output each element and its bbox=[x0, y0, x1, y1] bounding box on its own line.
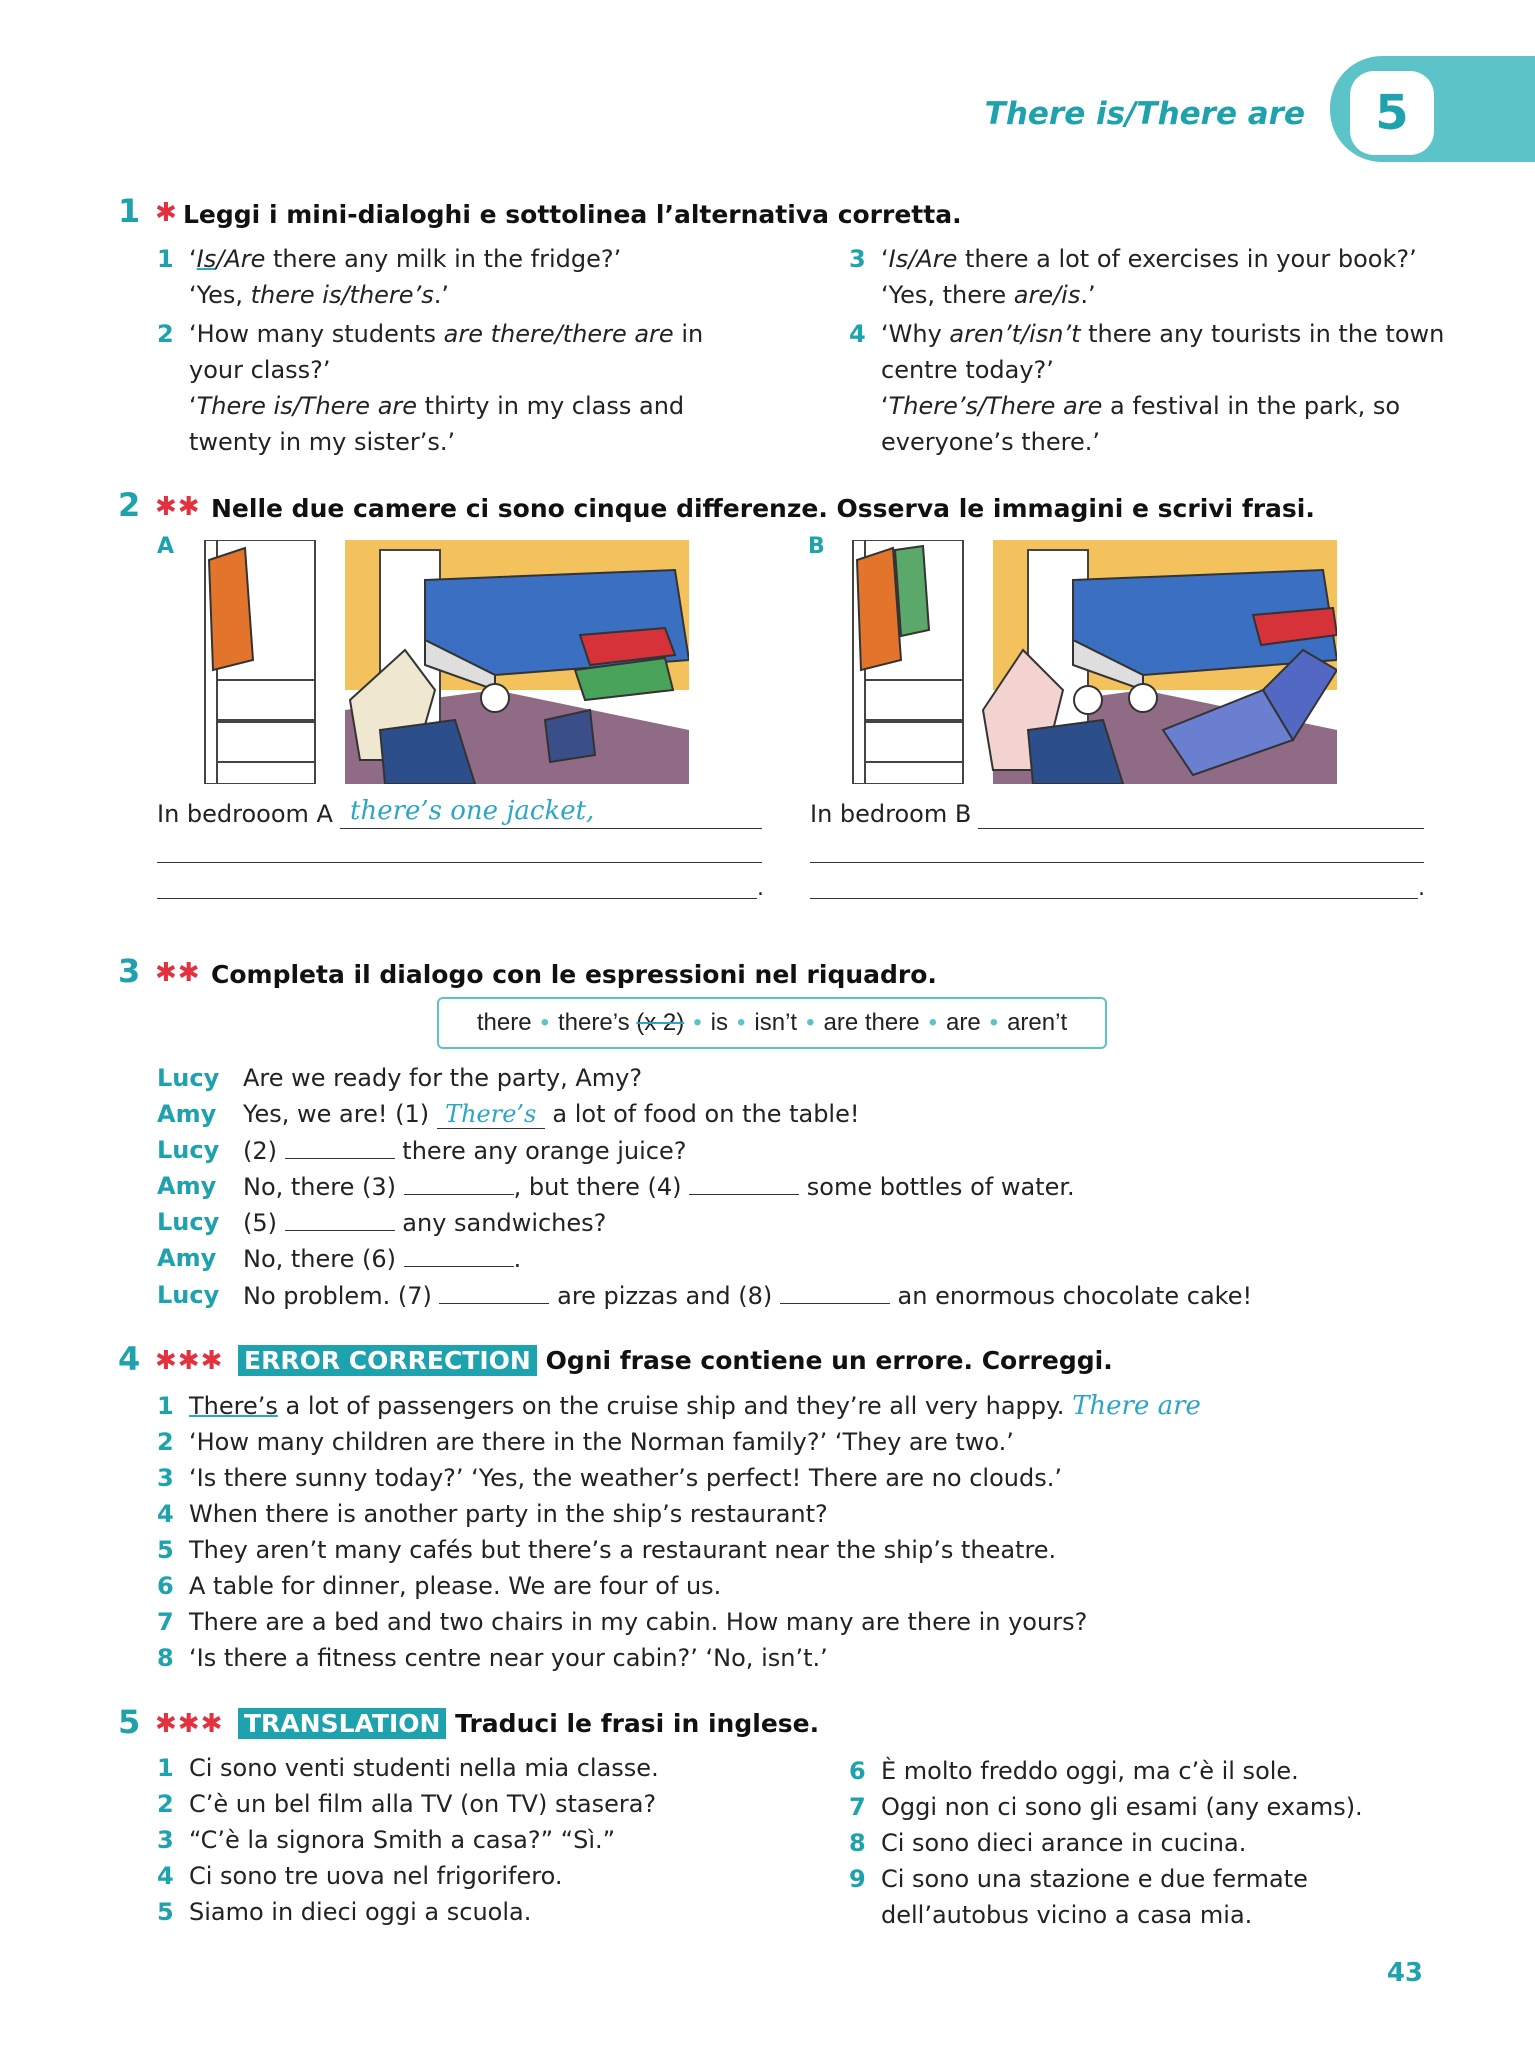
exercise-instruction bbox=[238, 1709, 819, 1738]
item-line: ‘There is/There are thirty in my class and bbox=[189, 392, 685, 420]
exercise-instruction bbox=[238, 1346, 1113, 1375]
dialog-line bbox=[243, 1244, 521, 1273]
word: there bbox=[476, 1009, 532, 1036]
exercise-number: 2 bbox=[118, 486, 141, 524]
word: isn’t bbox=[754, 1009, 798, 1036]
item-text: Ci sono dieci arance in cucina. bbox=[881, 1829, 1247, 1857]
period-mark: . bbox=[757, 876, 764, 901]
dialog-text: (2) bbox=[243, 1137, 277, 1165]
item-text: a lot of passengers on the cruise ship and they’re all very happy. bbox=[277, 1392, 1065, 1420]
dialog-text: (5) bbox=[243, 1209, 277, 1237]
ex1-item-2 bbox=[157, 316, 704, 460]
item-number: 6 bbox=[849, 1757, 866, 1785]
exercise-instruction: Completa il dialogo con le espressioni nel riquadro. bbox=[211, 960, 937, 989]
item-number: 2 bbox=[157, 320, 174, 348]
instruction-text: Ogni frase contiene un errore. Correggi. bbox=[545, 1346, 1113, 1375]
difficulty-stars: ✱✱✱ bbox=[155, 1346, 224, 1376]
ex4-item-6 bbox=[157, 1568, 722, 1604]
item-number: 4 bbox=[157, 1500, 174, 1528]
exercise-number: 4 bbox=[118, 1340, 141, 1378]
item-number: 4 bbox=[849, 320, 866, 348]
dialog-text: some bottles of water. bbox=[806, 1173, 1075, 1201]
answer-blank[interactable] bbox=[404, 1172, 514, 1195]
ex5-item-8 bbox=[849, 1825, 1247, 1861]
item-line: ‘Is/Are there a lot of exercises in your book?’ bbox=[881, 245, 1417, 273]
difficulty-stars: ✱ bbox=[155, 198, 178, 228]
item-line: ‘There’s/There are a festival in the park, so bbox=[881, 392, 1401, 420]
dialog-text: , but there (4) bbox=[513, 1173, 682, 1201]
item-number: 7 bbox=[849, 1793, 866, 1821]
dialog-text: Yes, we are! (1) bbox=[243, 1100, 430, 1128]
instruction-text: Traduci le frasi in inglese. bbox=[455, 1709, 820, 1738]
item-text: ‘Is there sunny today?’ ‘Yes, the weather’s perfect! There are no clouds.’ bbox=[189, 1464, 1062, 1492]
ex4-item-5 bbox=[157, 1532, 1057, 1568]
item-number: 5 bbox=[157, 1536, 174, 1564]
word: are there bbox=[823, 1009, 920, 1036]
item-number: 7 bbox=[157, 1608, 174, 1636]
item-number: 6 bbox=[157, 1572, 174, 1600]
answer-blank[interactable] bbox=[285, 1136, 395, 1159]
period-mark: . bbox=[1418, 876, 1425, 901]
exercise-number: 3 bbox=[118, 952, 141, 990]
item-number: 2 bbox=[157, 1790, 174, 1818]
prompt-bedroom-a: In bedrooom A bbox=[157, 800, 333, 828]
ex5-item-7 bbox=[849, 1789, 1363, 1825]
item-number: 8 bbox=[849, 1829, 866, 1857]
ex1-item-1 bbox=[157, 241, 622, 313]
dialog-text: No problem. (7) bbox=[243, 1282, 432, 1310]
bullet-icon: • bbox=[928, 1009, 937, 1036]
bedroom-a-illustration bbox=[195, 540, 689, 784]
ex5-item-9 bbox=[849, 1861, 1308, 1933]
item-text: ‘How many children are there in the Norman family?’ ‘They are two.’ bbox=[189, 1428, 1014, 1456]
item-text: È molto freddo oggi, ma c’è il sole. bbox=[881, 1757, 1299, 1785]
item-line: ‘How many students are there/there are in bbox=[189, 320, 704, 348]
ex4-item-8 bbox=[157, 1640, 828, 1676]
difficulty-stars: ✱✱ bbox=[155, 492, 201, 522]
ex5-item-6 bbox=[849, 1753, 1299, 1789]
ex1-item-4 bbox=[849, 316, 1445, 460]
word: aren’t bbox=[1007, 1009, 1068, 1036]
item-line: ‘Yes, there are/is.’ bbox=[881, 281, 1096, 309]
item-text: Ci sono una stazione e due fermate bbox=[881, 1865, 1308, 1893]
item-text: There are a bed and two chairs in my cabin. How many are there in yours? bbox=[189, 1608, 1088, 1636]
bullet-icon: • bbox=[806, 1009, 815, 1036]
item-text: Siamo in dieci oggi a scuola. bbox=[189, 1898, 532, 1926]
item-number: 3 bbox=[157, 1464, 174, 1492]
ex4-item-2 bbox=[157, 1424, 1014, 1460]
picture-label-b: B bbox=[808, 534, 825, 559]
ex4-item-7 bbox=[157, 1604, 1088, 1640]
item-text: They aren’t many cafés but there’s a restaurant near the ship’s theatre. bbox=[189, 1536, 1057, 1564]
item-number: 1 bbox=[157, 1392, 174, 1420]
ex5-item-2 bbox=[157, 1786, 657, 1822]
item-number: 3 bbox=[849, 245, 866, 273]
ex5-item-3 bbox=[157, 1822, 616, 1858]
ex1-item-3 bbox=[849, 241, 1417, 313]
item-text: Oggi non ci sono gli esami (any exams). bbox=[881, 1793, 1363, 1821]
item-text: “C’è la signora Smith a casa?” “Sì.” bbox=[189, 1826, 616, 1854]
bullet-icon: • bbox=[989, 1009, 999, 1036]
ex5-item-4 bbox=[157, 1858, 563, 1894]
word: are bbox=[945, 1009, 981, 1036]
word: there’s bbox=[557, 1009, 630, 1036]
page-number: 43 bbox=[1386, 1958, 1423, 1988]
item-line: ‘Why aren’t/isn’t there any tourists in the town bbox=[881, 320, 1445, 348]
item-line: centre today?’ bbox=[881, 356, 1054, 384]
dialog-line bbox=[243, 1281, 1252, 1310]
exercise-instruction: Nelle due camere ci sono cinque differenze. Osserva le immagini e scrivi frasi. bbox=[211, 494, 1315, 523]
answer-line[interactable] bbox=[978, 828, 1424, 829]
dialog-line bbox=[243, 1136, 687, 1165]
item-number: 8 bbox=[157, 1644, 174, 1672]
item-text: Ci sono tre uova nel frigorifero. bbox=[189, 1862, 563, 1890]
item-line: twenty in my sister’s.’ bbox=[189, 428, 456, 456]
prompt-bedroom-b: In bedroom B bbox=[810, 800, 972, 828]
dialog-line bbox=[243, 1100, 860, 1129]
answer-blank[interactable] bbox=[689, 1172, 799, 1195]
exercise-instruction: Leggi i mini-dialoghi e sottolinea l’alternativa corretta. bbox=[183, 200, 962, 229]
item-number: 4 bbox=[157, 1862, 174, 1890]
bullet-icon: • bbox=[540, 1009, 549, 1036]
item-line: everyone’s there.’ bbox=[881, 428, 1100, 456]
item-line: ‘Is/Are there any milk in the fridge?’ bbox=[189, 245, 622, 273]
item-number: 1 bbox=[157, 1754, 174, 1782]
handwritten-answer: There are bbox=[1072, 1391, 1201, 1421]
item-text: A table for dinner, please. We are four of us. bbox=[189, 1572, 722, 1600]
speaker: Lucy bbox=[157, 1208, 220, 1236]
item-text: Ci sono venti studenti nella mia classe. bbox=[189, 1754, 659, 1782]
dialog-text: are pizzas and (8) bbox=[557, 1282, 773, 1310]
dialog-text: any sandwiches? bbox=[402, 1209, 607, 1237]
word-box bbox=[437, 997, 1107, 1049]
dialog-text: No, there (3) bbox=[243, 1173, 397, 1201]
handwritten-answer[interactable]: There’s bbox=[437, 1100, 545, 1129]
item-number: 3 bbox=[157, 1826, 174, 1854]
dialog-text: a lot of food on the table! bbox=[552, 1100, 860, 1128]
page-header-title: There is/There are bbox=[984, 96, 1305, 132]
unit-number: 5 bbox=[1350, 71, 1434, 155]
item-text: When there is another party in the ship’s restaurant? bbox=[189, 1500, 828, 1528]
dialog-line: Are we ready for the party, Amy? bbox=[243, 1064, 643, 1092]
answer-blank[interactable] bbox=[404, 1244, 514, 1267]
word-crossed: (x 2) bbox=[636, 1009, 685, 1036]
dialog-text: an enormous chocolate cake! bbox=[897, 1282, 1253, 1310]
dialog-text: No, there (6) bbox=[243, 1245, 397, 1273]
word: is bbox=[710, 1009, 729, 1036]
dialog-text: there any orange juice? bbox=[402, 1137, 687, 1165]
difficulty-stars: ✱✱✱ bbox=[155, 1709, 224, 1739]
speaker: Lucy bbox=[157, 1281, 220, 1309]
answer-blank[interactable] bbox=[439, 1281, 549, 1304]
ex5-item-1 bbox=[157, 1750, 659, 1786]
bedroom-b-illustration bbox=[843, 540, 1337, 784]
answer-line[interactable] bbox=[157, 862, 762, 863]
answer-line[interactable] bbox=[157, 898, 757, 899]
difficulty-stars: ✱✱ bbox=[155, 958, 201, 988]
handwritten-answer: there’s one jacket, bbox=[350, 796, 595, 826]
dialog-line bbox=[243, 1208, 606, 1237]
answer-blank[interactable] bbox=[285, 1208, 395, 1231]
speaker: Lucy bbox=[157, 1064, 220, 1092]
speaker: Amy bbox=[157, 1100, 217, 1128]
speaker: Lucy bbox=[157, 1136, 220, 1164]
ex4-item-1 bbox=[157, 1388, 1201, 1424]
item-number: 1 bbox=[157, 245, 174, 273]
item-number: 2 bbox=[157, 1428, 174, 1456]
ex4-item-4 bbox=[157, 1496, 828, 1532]
answer-line[interactable] bbox=[340, 828, 762, 829]
bullet-icon: • bbox=[737, 1009, 746, 1036]
speaker: Amy bbox=[157, 1172, 217, 1200]
bullet-icon: • bbox=[693, 1009, 702, 1036]
item-text: ‘Is there a fitness centre near your cabin?’ ‘No, isn’t.’ bbox=[189, 1644, 828, 1672]
item-line: ‘Yes, there is/there’s.’ bbox=[189, 281, 449, 309]
item-number: 5 bbox=[157, 1898, 174, 1926]
answer-line[interactable] bbox=[810, 862, 1424, 863]
item-line: your class?’ bbox=[189, 356, 331, 384]
answer-blank[interactable] bbox=[780, 1281, 890, 1304]
exercise-number: 5 bbox=[118, 1703, 141, 1741]
dialog-text: . bbox=[513, 1245, 522, 1273]
answer-line[interactable] bbox=[810, 898, 1418, 899]
picture-label-a: A bbox=[157, 534, 175, 559]
speaker: Amy bbox=[157, 1244, 217, 1272]
item-text: dell’autobus vicino a casa mia. bbox=[881, 1901, 1253, 1929]
exercise-number: 1 bbox=[118, 192, 141, 230]
underlined-error: There’s bbox=[189, 1392, 278, 1420]
item-number: 9 bbox=[849, 1865, 866, 1893]
error-correction-badge: ERROR CORRECTION bbox=[238, 1345, 537, 1376]
dialog-line bbox=[243, 1172, 1075, 1201]
ex4-item-3 bbox=[157, 1460, 1062, 1496]
ex5-item-5 bbox=[157, 1894, 532, 1930]
item-text: C’è un bel film alla TV (on TV) stasera? bbox=[189, 1790, 657, 1818]
translation-badge: TRANSLATION bbox=[238, 1708, 446, 1739]
